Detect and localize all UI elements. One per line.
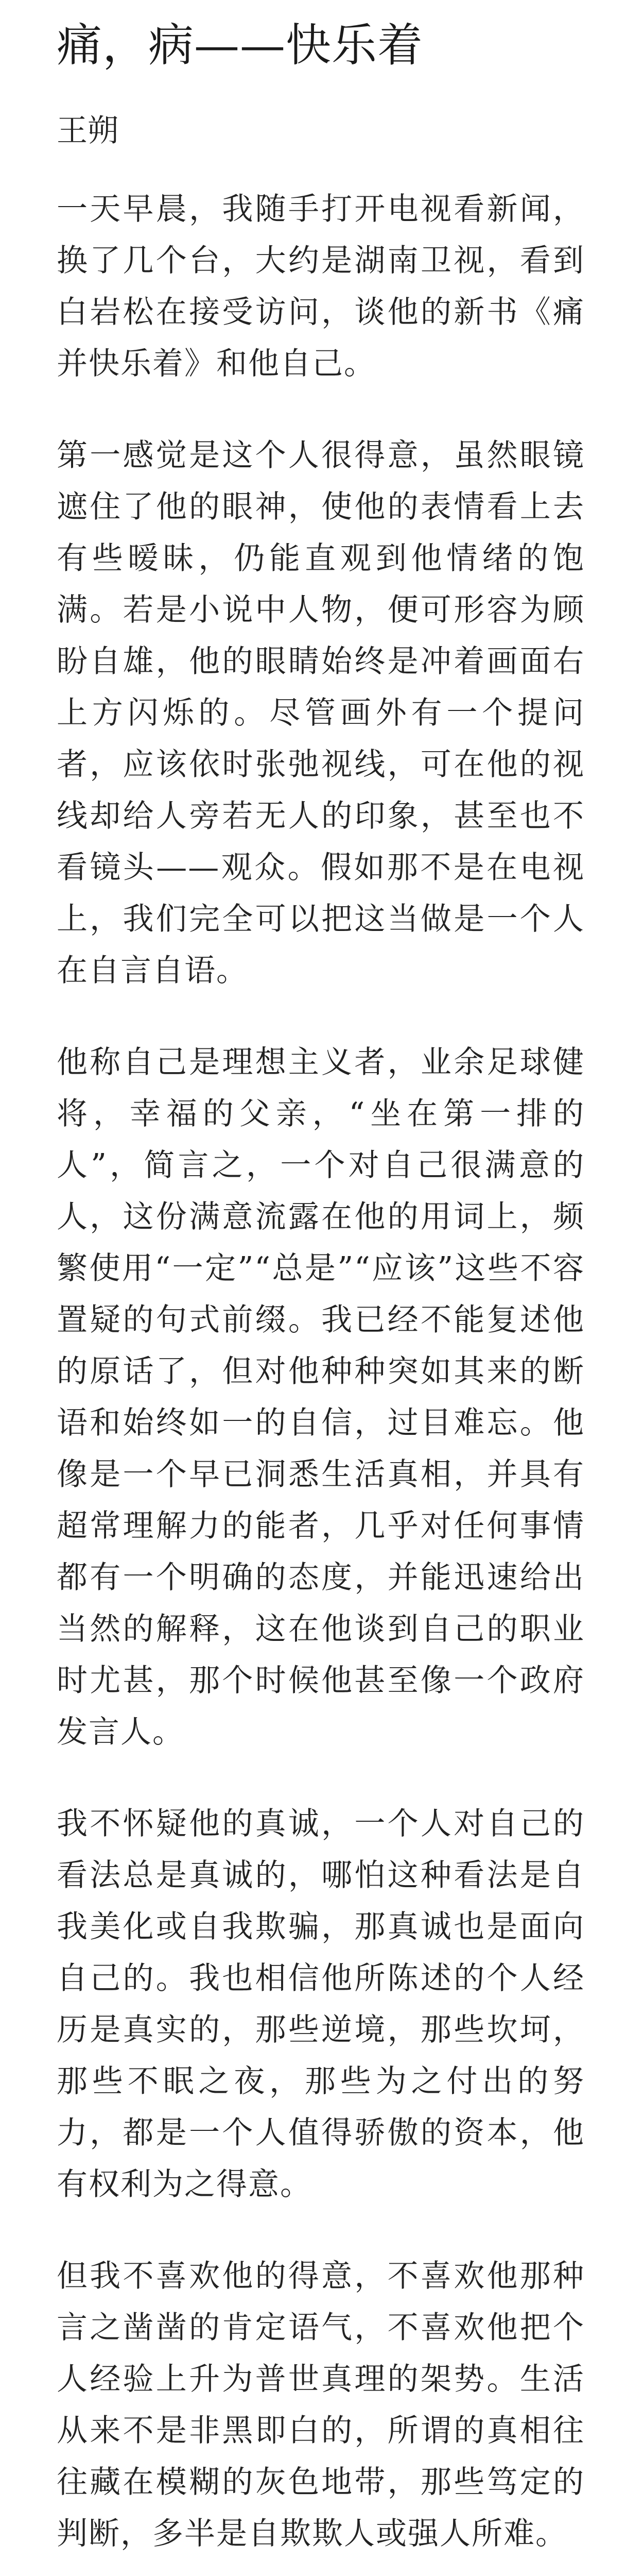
article-paragraph: 他称自己是理想主义者，业余足球健将，幸福的父亲，“坐在第一排的人”，简言之，一个对自己很满意的人，这份满意流露在他的用词上，频繁使用“一定”“总是”“应该”这些不容置疑的句式前缀。我已经不能复述他的原话了，但对他种种突如其来的断语和始终如一的自信，过目难忘。他像是一个早已洞悉生活真相，并具有超常理解力的能者，几乎对任何事情都有一个明确的态度，并能迅速给出当然的解释，这在他谈到自己的职业时尤甚，那个时候他甚至像一个政府发言人。 xyxy=(57,1044,585,1750)
article-paragraph: 但我不喜欢他的得意，不喜欢他那种言之凿凿的肯定语气，不喜欢他把个人经验上升为普世真理的架势。生活从来不是非黑即白的，所谓的真相往往藏在模糊的灰色地带，那些笃定的判断，多半是自欺欺人或强人所难。 xyxy=(57,2258,585,2552)
article-body xyxy=(57,183,585,2576)
article-author: 王朔 xyxy=(57,113,118,149)
article-paragraph: 第一感觉是这个人很得意，虽然眼镜遮住了他的眼神，使他的表情看上去有些暧昧，仍能直观到他情绪的饱满。若是小说中人物，便可形容为顾盼自雄，他的眼睛始终是冲着画面右上方闪烁的。尽管画外有一个提问者，应该依时张弛视线，可在他的视线却给人旁若无人的印象，甚至也不看镜头——观众。假如那不是在电视上，我们完全可以把这当做是一个人在自言自语。 xyxy=(57,437,585,989)
article-paragraph: 一天早晨，我随手打开电视看新闻，换了几个台，大约是湖南卫视，看到白岩松在接受访问，谈他的新书《痛并快乐着》和他自己。 xyxy=(57,191,585,382)
article-paragraph: 我不怀疑他的真诚，一个人对自己的看法总是真诚的，哪怕这种看法是自我美化或自我欺骗，那真诚也是面向自己的。我也相信他所陈述的个人经历是真实的，那些逆境，那些坎坷，那些不眠之夜，那些为之付出的努力，都是一个人值得骄傲的资本，他有权利为之得意。 xyxy=(57,1806,585,2202)
article-title: 痛，病——快乐着 xyxy=(57,19,424,72)
